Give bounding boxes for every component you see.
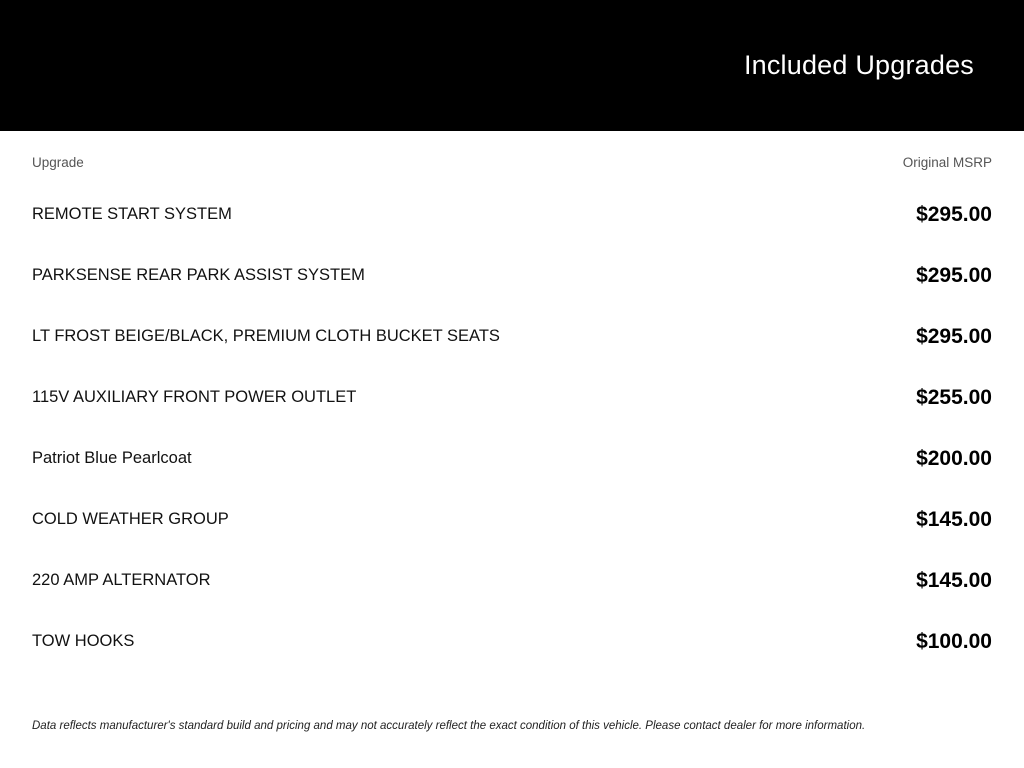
table-row bbox=[32, 184, 992, 245]
table-row bbox=[32, 611, 992, 672]
upgrade-name: REMOTE START SYSTEM bbox=[32, 204, 232, 223]
table-header-row bbox=[32, 155, 992, 184]
upgrade-price: $145.00 bbox=[916, 568, 992, 592]
page-header bbox=[0, 0, 1024, 131]
upgrade-price: $255.00 bbox=[916, 385, 992, 409]
disclaimer-text: Data reflects manufacturer's standard build and pricing and may not accurately reflect the exact condition of this vehicle. Please contact dealer for more information. bbox=[32, 720, 866, 733]
table-row bbox=[32, 489, 992, 550]
upgrade-name: PARKSENSE REAR PARK ASSIST SYSTEM bbox=[32, 265, 365, 284]
table-row bbox=[32, 428, 992, 489]
upgrades-table bbox=[32, 155, 992, 672]
table-row bbox=[32, 245, 992, 306]
upgrade-price: $295.00 bbox=[916, 202, 992, 226]
table-row bbox=[32, 550, 992, 611]
bottom-spacer bbox=[0, 735, 1024, 768]
table-row bbox=[32, 306, 992, 367]
upgrade-name: 220 AMP ALTERNATOR bbox=[32, 570, 211, 589]
column-header-original-msrp: Original MSRP bbox=[902, 155, 992, 170]
upgrade-name: Patriot Blue Pearlcoat bbox=[32, 448, 192, 467]
upgrade-name: 115V AUXILIARY FRONT POWER OUTLET bbox=[32, 387, 357, 406]
upgrade-price: $295.00 bbox=[916, 263, 992, 287]
table-row bbox=[32, 367, 992, 428]
page-title: Included Upgrades bbox=[743, 49, 974, 80]
upgrades-content bbox=[0, 131, 1024, 705]
upgrade-name: COLD WEATHER GROUP bbox=[32, 509, 229, 528]
upgrade-price: $100.00 bbox=[916, 629, 992, 653]
upgrade-price: $200.00 bbox=[916, 446, 992, 470]
column-header-upgrade: Upgrade bbox=[32, 155, 84, 170]
upgrade-name: LT FROST BEIGE/BLACK, PREMIUM CLOTH BUCKET SEATS bbox=[32, 326, 500, 345]
upgrade-price: $295.00 bbox=[916, 324, 992, 348]
upgrade-price: $145.00 bbox=[916, 507, 992, 531]
upgrade-name: TOW HOOKS bbox=[32, 631, 135, 650]
